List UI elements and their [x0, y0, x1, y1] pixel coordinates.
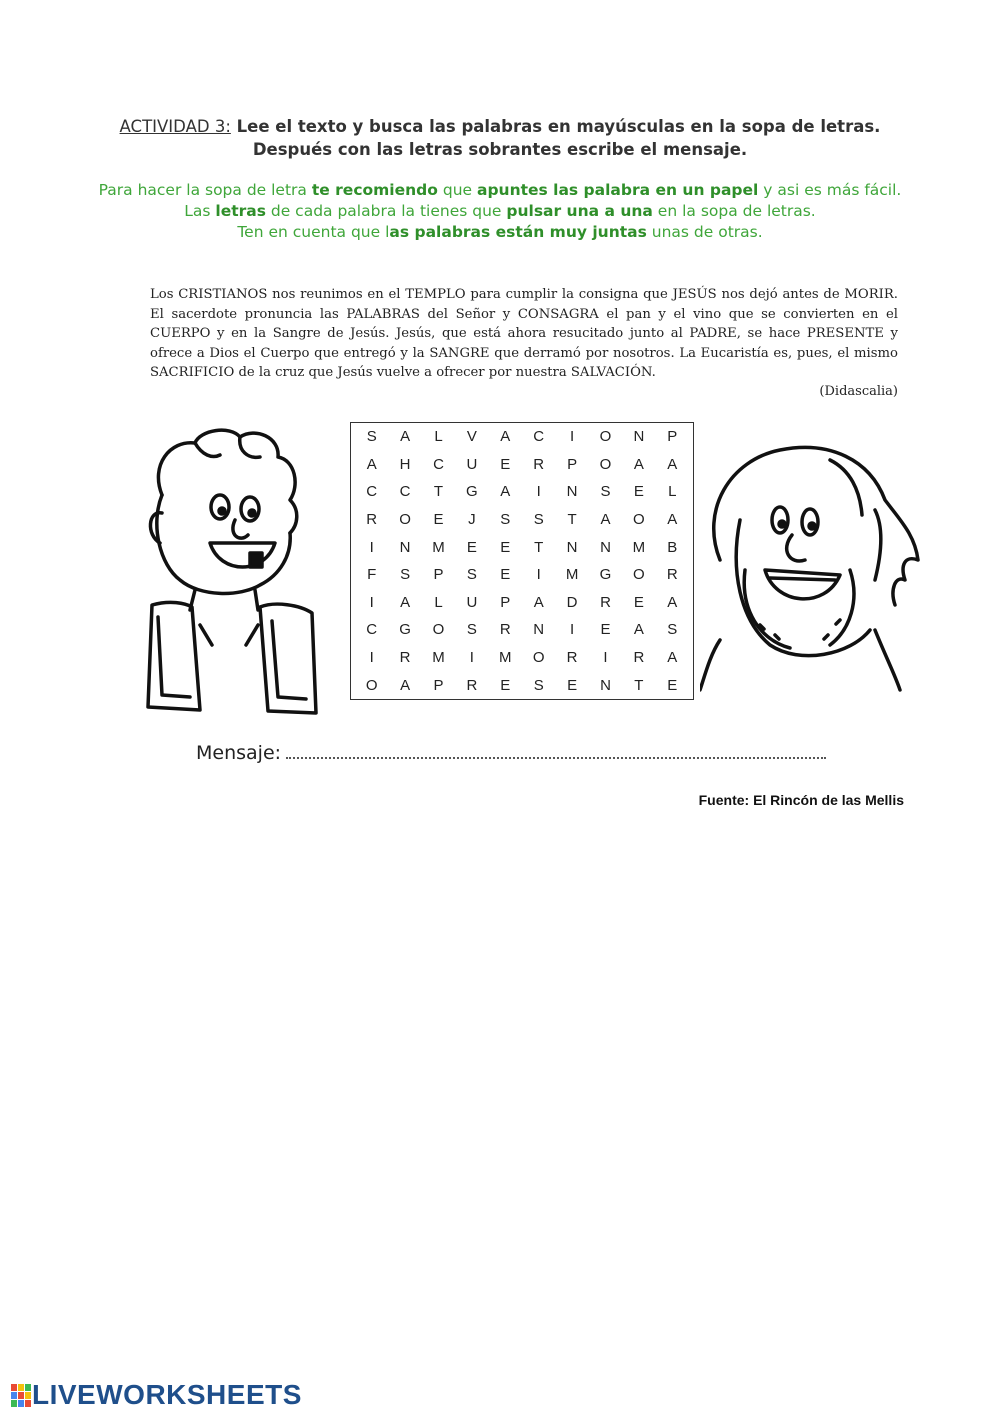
letter-cell[interactable]: C — [366, 483, 378, 501]
letter-cell[interactable]: U — [466, 455, 478, 473]
source-credit: Fuente: El Rincón de las Mellis — [698, 792, 904, 808]
letter-cell[interactable]: A — [633, 621, 644, 639]
boy-illustration — [140, 425, 320, 720]
message-answer-line[interactable] — [286, 757, 826, 759]
letter-cell[interactable]: R — [399, 649, 411, 667]
letter-cell[interactable]: R — [666, 566, 678, 584]
tip-segment: pulsar una a una — [506, 202, 653, 220]
letter-cell[interactable]: E — [567, 676, 578, 694]
letter-cell[interactable]: T — [567, 511, 577, 529]
letter-cell[interactable]: I — [369, 649, 374, 667]
tip-segment: as palabras están muy juntas — [389, 223, 647, 241]
letter-cell[interactable]: S — [667, 621, 678, 639]
letter-cell[interactable]: E — [600, 621, 611, 639]
letter-cell[interactable]: V — [466, 428, 477, 446]
letter-cell[interactable]: A — [533, 593, 544, 611]
letter-cell[interactable]: P — [433, 566, 444, 584]
tip-line-2 — [0, 202, 1000, 220]
letter-cell[interactable]: E — [500, 566, 511, 584]
letter-cell[interactable]: A — [667, 649, 678, 667]
letter-cell[interactable]: A — [400, 676, 411, 694]
letter-cell[interactable]: I — [369, 538, 374, 556]
tip-segment: de cada palabra la tienes que — [265, 202, 507, 220]
letter-cell[interactable]: T — [433, 483, 444, 501]
letter-cell[interactable]: N — [600, 676, 611, 694]
letter-cell[interactable]: O — [432, 621, 445, 639]
letter-cell[interactable]: R — [566, 649, 578, 667]
tip-line-3 — [0, 223, 1000, 241]
letter-cell[interactable]: E — [433, 511, 444, 529]
tip-segment: Ten en cuenta que l — [237, 223, 390, 241]
letter-cell[interactable]: R — [600, 593, 611, 611]
letter-cell[interactable]: R — [533, 455, 545, 473]
letter-cell[interactable]: C — [533, 428, 545, 446]
letter-cell[interactable]: N — [533, 621, 545, 639]
letter-cell[interactable]: U — [466, 593, 478, 611]
letter-cell[interactable]: D — [566, 593, 578, 611]
letter-cell[interactable]: O — [599, 455, 612, 473]
letter-cell[interactable]: M — [632, 538, 646, 556]
tip-segment: en la sopa de letras. — [652, 202, 816, 220]
letter-cell[interactable]: S — [533, 511, 544, 529]
tip-line-1 — [0, 181, 1000, 199]
tip-segment: Para hacer la sopa de letra — [98, 181, 312, 199]
letter-cell[interactable]: R — [366, 511, 378, 529]
letter-cell[interactable]: S — [600, 483, 611, 501]
letter-cell[interactable]: N — [600, 538, 611, 556]
letter-cell[interactable]: B — [667, 538, 678, 556]
tip-segment: letras — [215, 202, 266, 220]
activity-instruction-2: Después con las letras sobrantes escribe el mensaje. — [252, 140, 748, 159]
letter-cell[interactable]: M — [565, 566, 579, 584]
reading-passage: Los CRISTIANOS nos reunimos en el TEMPLO para cumplir la consigna que JESÚS nos dejó antes de MORIR. El sacerdote pronuncia las PALABRAS del Señor y CONSAGRA el pan y el vino que se convierten en el CUERPO y en la Sangre de Jesús. Jesús, que está ahora resucitado junto al PADRE, se hace PRESENTE y ofrece a Dios el Cuerpo que entregó y la SANGRE que derramó por nosotros. La Eucaristía es, pues, el mismo SACRIFICIO de la cruz que Jesús vuelve a ofrecer por nuestra SALVACIÓN. — [150, 287, 898, 380]
letter-cell[interactable]: C — [366, 621, 378, 639]
letter-cell[interactable]: M — [432, 649, 445, 667]
letter-cell[interactable]: A — [633, 455, 644, 473]
letter-cell[interactable]: A — [500, 483, 511, 501]
letter-cell[interactable]: O — [633, 511, 645, 529]
letter-cell[interactable]: N — [633, 428, 645, 446]
letter-cell[interactable]: S — [366, 428, 377, 446]
letter-cell[interactable]: A — [500, 428, 511, 446]
tip-segment: apuntes las palabra en un papel — [476, 181, 759, 199]
letter-cell[interactable]: R — [633, 649, 645, 667]
letter-cell[interactable]: A — [667, 455, 678, 473]
tip-segment: que — [437, 181, 477, 199]
letter-cell[interactable]: N — [566, 483, 578, 501]
letter-cell[interactable]: L — [434, 428, 443, 446]
letter-cell[interactable]: L — [668, 483, 677, 501]
logo-icon — [10, 1382, 32, 1408]
letter-cell[interactable]: P — [433, 676, 444, 694]
message-label: Mensaje: — [196, 742, 282, 764]
letter-cell[interactable]: R — [499, 621, 511, 639]
letter-cell[interactable]: E — [667, 676, 678, 694]
letter-cell[interactable]: E — [633, 483, 644, 501]
passage-citation: (Didascalia) — [819, 384, 898, 399]
letter-cell[interactable]: N — [566, 538, 578, 556]
letter-cell[interactable]: N — [399, 538, 411, 556]
letter-cell[interactable]: E — [466, 538, 477, 556]
letter-cell[interactable]: O — [599, 428, 612, 446]
letter-cell[interactable]: A — [667, 593, 678, 611]
letter-cell[interactable]: O — [399, 511, 411, 529]
letter-cell[interactable]: A — [400, 593, 411, 611]
letter-cell[interactable]: I — [570, 428, 575, 446]
letter-cell[interactable]: I — [536, 483, 541, 501]
activity-title — [0, 117, 1000, 136]
letter-cell[interactable]: A — [600, 511, 611, 529]
liveworksheets-logo — [10, 1380, 302, 1410]
letter-cell[interactable]: E — [500, 455, 511, 473]
tip-segment: Las — [184, 202, 216, 220]
letter-cell[interactable]: P — [667, 428, 678, 446]
letter-cell[interactable]: C — [399, 483, 411, 501]
letter-cell[interactable]: G — [466, 483, 478, 501]
letter-cell[interactable]: A — [667, 511, 678, 529]
letter-cell[interactable]: C — [433, 455, 444, 473]
letter-cell[interactable]: R — [466, 676, 478, 694]
letter-cell[interactable]: F — [367, 566, 377, 584]
letter-cell[interactable]: S — [533, 676, 544, 694]
letter-cell[interactable]: I — [603, 649, 608, 667]
tip-segment: y asi es más fácil. — [758, 181, 902, 199]
letter-cell[interactable]: M — [432, 538, 445, 556]
letter-cell[interactable]: S — [500, 511, 511, 529]
letter-cell[interactable]: E — [500, 538, 511, 556]
tip-segment: unas de otras. — [646, 223, 763, 241]
letter-cell[interactable]: O — [633, 566, 645, 584]
letter-cell[interactable]: H — [399, 455, 411, 473]
letter-cell[interactable]: O — [365, 676, 378, 694]
letter-cell[interactable]: E — [633, 593, 644, 611]
letter-cell[interactable]: J — [468, 511, 476, 529]
letter-cell[interactable]: L — [434, 593, 443, 611]
activity-instruction-1: Lee el texto y busca las palabras en mayúsculas en la sopa de letras. — [236, 117, 881, 136]
letter-cell[interactable]: P — [567, 455, 578, 473]
tip-segment: te recomiendo — [311, 181, 438, 199]
letter-cell[interactable]: P — [500, 593, 511, 611]
letter-cell[interactable]: S — [466, 621, 477, 639]
letter-cell[interactable]: S — [400, 566, 411, 584]
letter-cell[interactable]: A — [366, 455, 377, 473]
footer-brand: LIVEWORKSHEETS — [32, 1379, 302, 1410]
letter-cell[interactable]: I — [369, 593, 374, 611]
letter-cell[interactable]: G — [399, 621, 411, 639]
man-illustration — [700, 440, 925, 695]
letter-cell[interactable]: T — [634, 676, 644, 694]
word-search-grid — [350, 422, 694, 700]
letter-cell[interactable]: I — [570, 621, 575, 639]
letter-cell[interactable]: T — [534, 538, 544, 556]
letter-cell[interactable]: O — [532, 649, 545, 667]
letter-cell[interactable]: I — [469, 649, 474, 667]
letter-cell[interactable]: E — [500, 676, 511, 694]
letter-cell[interactable]: G — [599, 566, 612, 584]
activity-label: ACTIVIDAD 3: — [119, 117, 231, 136]
letter-cell[interactable]: A — [400, 428, 411, 446]
letter-cell[interactable]: M — [499, 649, 512, 667]
letter-cell[interactable]: I — [536, 566, 541, 584]
letter-cell[interactable]: S — [466, 566, 477, 584]
